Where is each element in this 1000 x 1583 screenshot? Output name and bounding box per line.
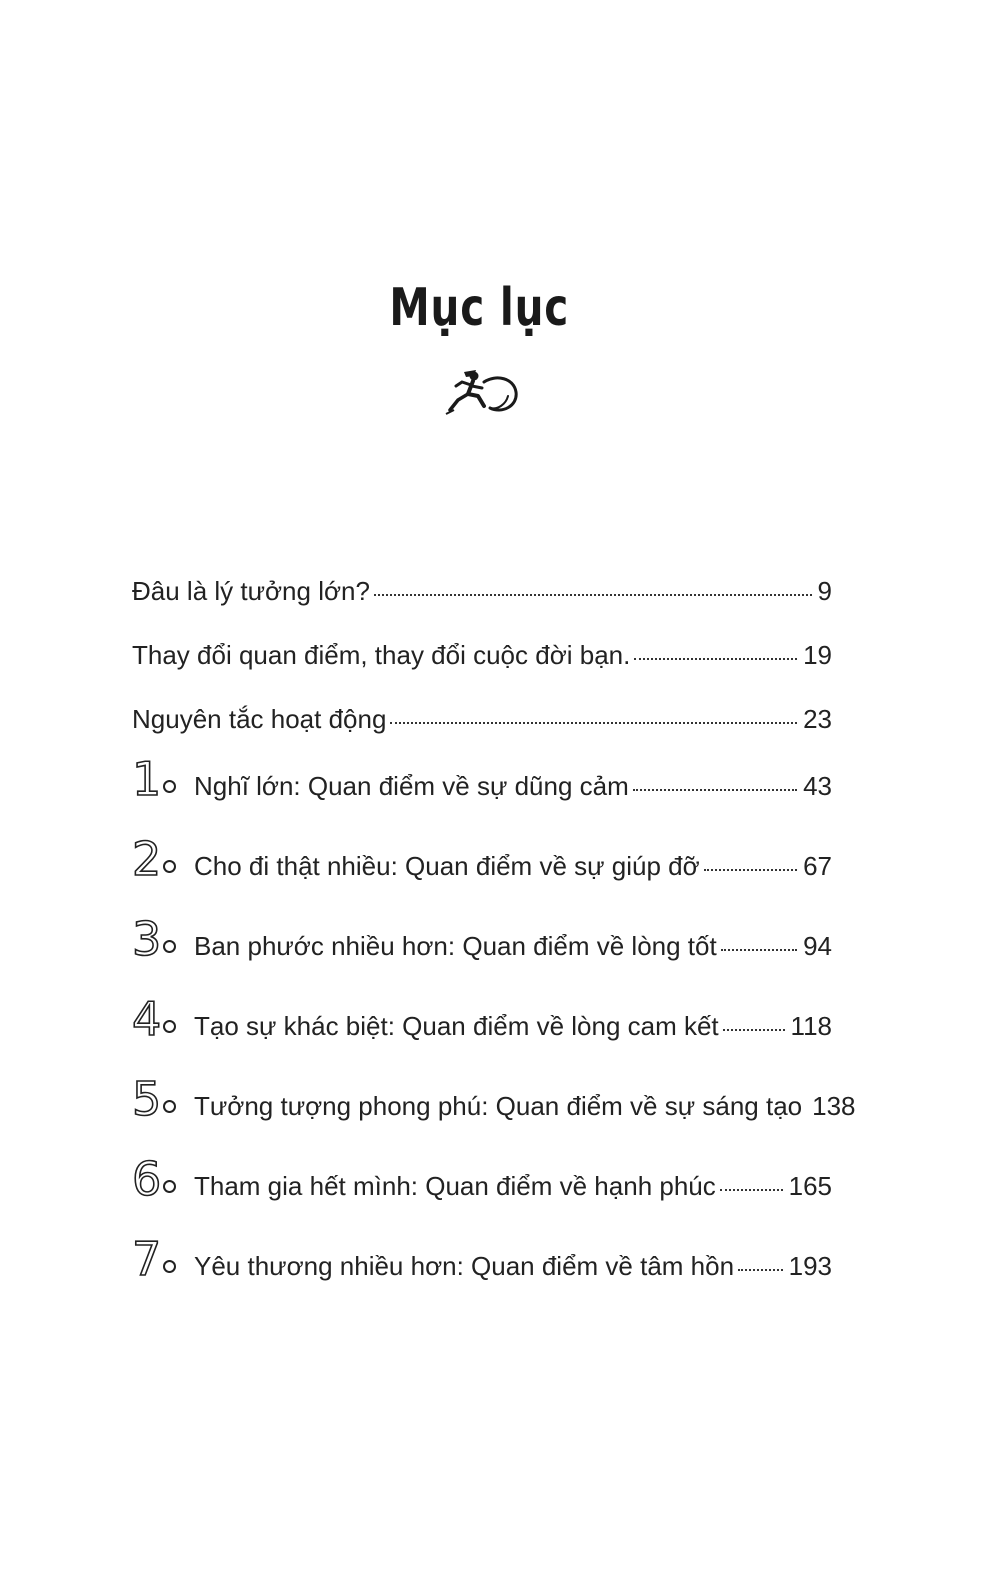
dot-leader: [738, 1269, 783, 1271]
toc-entry-page: 138: [812, 1091, 856, 1121]
chapter-number: 3: [132, 912, 194, 966]
toc-entry-label: Thay đổi quan điểm, thay đổi cuộc đời bạn.: [132, 640, 631, 670]
dot-leader: [633, 789, 797, 791]
toc-chapter-4[interactable]: [132, 992, 832, 1046]
dot-leader: [704, 869, 797, 871]
dot-leader: [390, 722, 797, 724]
toc-entry-page: 23: [803, 704, 832, 734]
chapter-number: 7: [132, 1232, 194, 1286]
toc-entry-label: Tạo sự khác biệt: Quan điểm về lòng cam kết: [194, 1011, 719, 1041]
dot-leader: [720, 1189, 783, 1191]
toc-entry-label: Nghĩ lớn: Quan điểm về sự dũng cảm: [194, 771, 629, 801]
toc-chapter-7[interactable]: [132, 1232, 832, 1286]
page-title: Mục lục: [389, 278, 570, 338]
toc-entry-page: 165: [788, 1171, 832, 1201]
toc-entry-label: Yêu thương nhiều hơn: Quan điểm về tâm hồn: [194, 1251, 735, 1281]
toc-entry-label: Đâu là lý tưởng lớn?: [132, 576, 370, 606]
toc-entry-intro-3[interactable]: [132, 704, 832, 735]
toc-entry-page: 193: [788, 1251, 832, 1281]
chapter-number: 1: [132, 752, 194, 806]
toc-entry-label: Nguyên tắc hoạt động: [132, 704, 387, 734]
toc-entry-label: Tưởng tượng phong phú: Quan điểm về sự sáng tạo: [194, 1091, 803, 1121]
chapter-number: 4: [132, 992, 194, 1046]
toc-chapter-6[interactable]: [132, 1152, 832, 1206]
toc-chapter-1[interactable]: [132, 752, 832, 806]
toc-chapter-2[interactable]: [132, 832, 832, 886]
dot-leader: [374, 594, 812, 596]
toc-chapter-5[interactable]: [132, 1072, 856, 1126]
toc-entry-label: Ban phước nhiều hơn: Quan điểm về lòng tốt: [194, 931, 717, 961]
toc-entry-page: 118: [790, 1011, 832, 1041]
running-figure-ornament-icon: [440, 364, 522, 420]
dot-leader: [721, 949, 797, 951]
toc-entry-label: Tham gia hết mình: Quan điểm về hạnh phúc: [194, 1171, 716, 1201]
toc-entry-page: 94: [803, 931, 832, 961]
toc-entry-page: 19: [803, 640, 832, 670]
dot-leader: [723, 1029, 785, 1031]
dot-leader: [634, 658, 797, 660]
toc-entry-label: Cho đi thật nhiều: Quan điểm về sự giúp đỡ: [194, 851, 700, 881]
toc-entry-page: 9: [817, 576, 832, 606]
toc-entry-intro-2[interactable]: [132, 640, 832, 671]
chapter-number: 6: [132, 1152, 194, 1206]
chapter-number: 2: [132, 832, 194, 886]
toc-entry-intro-1[interactable]: [132, 576, 832, 607]
toc-entry-page: 43: [803, 771, 832, 801]
chapter-number: 5: [132, 1072, 194, 1126]
toc-chapter-3[interactable]: [132, 912, 832, 966]
toc-entry-page: 67: [803, 851, 832, 881]
